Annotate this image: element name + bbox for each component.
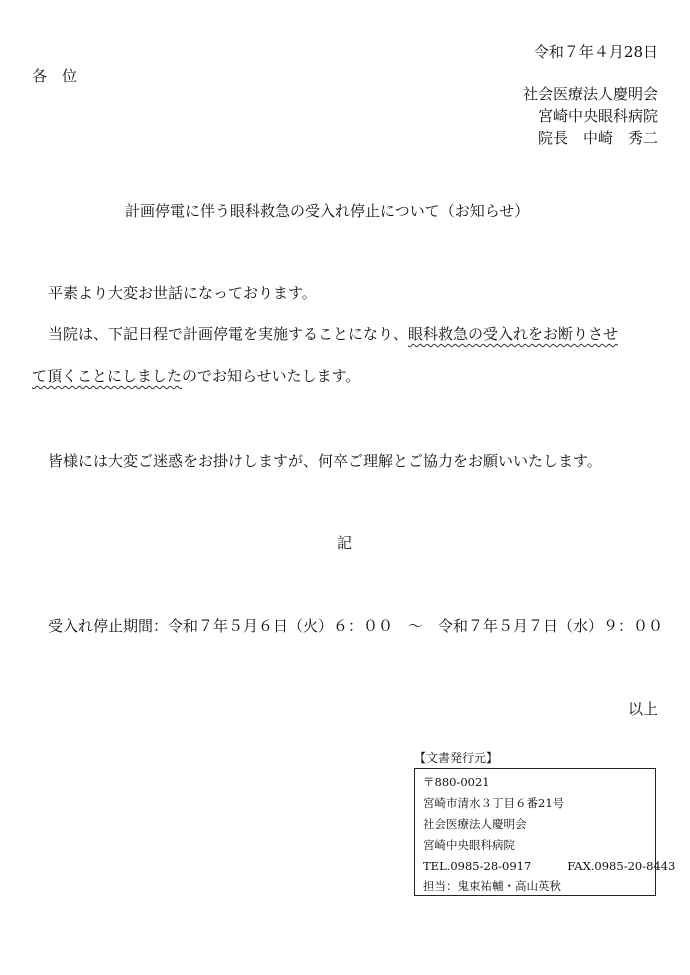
issuer-org: 社会医療法人慶明会	[423, 817, 527, 831]
paragraph-1-underlined-b: て頂くことにしました	[32, 367, 183, 385]
issuer-person: 担当：鬼束祐輔・高山英秋	[423, 879, 561, 893]
paragraph-1-underlined-a: 眼科救急の受入れをお断りさせ	[408, 325, 619, 343]
closing-text: 以上	[627, 700, 658, 718]
paragraph-1-line-2	[32, 366, 360, 386]
issuer-box	[414, 768, 676, 896]
document-title: 計画停電に伴う眼科救急の受入れ停止について（お知らせ）	[125, 202, 530, 220]
issuer-postal: 〒880-0021	[423, 775, 490, 789]
recipient: 各 位	[32, 67, 78, 85]
issuer-fax: FAX.0985-20-8443	[567, 859, 676, 873]
issuer-contact-line	[423, 859, 675, 873]
paragraph-1-text-a: 当院は、下記日程で計画停電を実施することになり、	[48, 325, 409, 343]
paragraph-2: 皆様には大変ご迷惑をお掛けしますが、何卒ご理解とご協力をお願いいたします。	[48, 452, 602, 470]
suspension-period: 受入れ停止期間：令和７年５月６日（火）６：００ ～ 令和７年５月７日（水）９：００	[48, 617, 664, 635]
issuer-label: 【文書発行元】	[414, 751, 499, 765]
sender-hospital: 宮崎中央眼科病院	[537, 107, 658, 125]
greeting-text: 平素より大変お世話になっております。	[48, 284, 317, 302]
document-date: 令和７年４月28日	[533, 43, 658, 61]
issuer-tel: TEL.0985-28-0917	[423, 859, 532, 873]
sender-org: 社会医療法人慶明会	[522, 85, 658, 103]
issuer-hospital: 宮崎中央眼科病院	[423, 838, 515, 852]
issuer-address: 宮崎市清水３丁目６番21号	[423, 796, 565, 810]
sender-director: 院長 中崎 秀二	[537, 129, 658, 147]
paragraph-1-line-1	[48, 324, 618, 344]
paragraph-1-text-b: のでお知らせいたします。	[182, 367, 361, 385]
ki-heading: 記	[337, 534, 353, 552]
